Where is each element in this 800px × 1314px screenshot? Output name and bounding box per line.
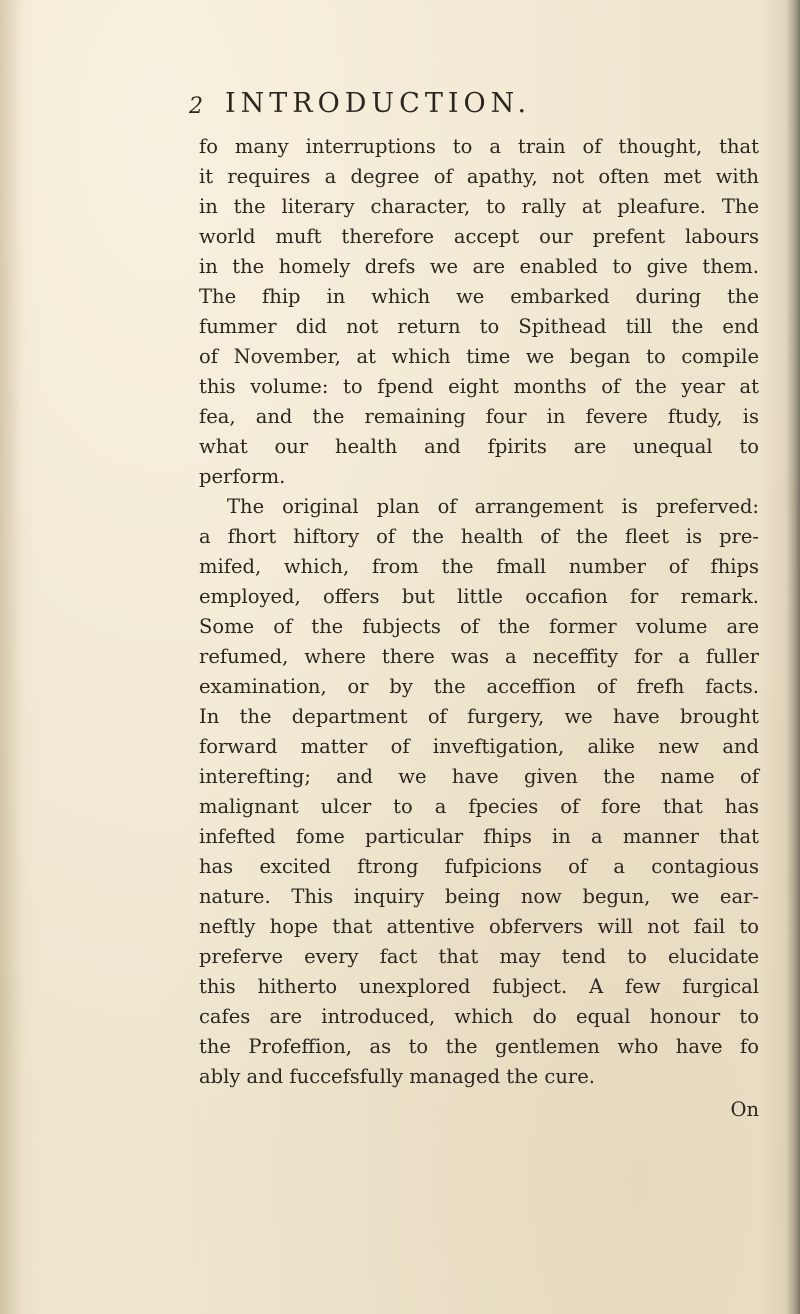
- text-line: in the literary character, to rally at pleafure. The: [199, 195, 759, 218]
- text-line: ably and fuccefsfully managed the cure.: [199, 1065, 595, 1088]
- text-line: infefted fome particular fhips in a manner that: [199, 825, 759, 848]
- text-line: the Profeffion, as to the gentlemen who have fo: [199, 1035, 759, 1058]
- text-line: perform.: [199, 465, 286, 488]
- text-line: a fhort hiftory of the health of the fleet is pre-: [199, 525, 759, 548]
- text-line: has excited ftrong fufpicions of a contagious: [199, 855, 759, 878]
- page-header: [189, 88, 629, 122]
- text-line: nature. This inquiry being now begun, we ear-: [199, 885, 759, 908]
- page-left-edge-shadow: [0, 0, 22, 1314]
- text-line: preferve every fact that may tend to elucidate: [199, 945, 759, 968]
- text-line: what our health and fpirits are unequal to: [199, 435, 759, 458]
- text-line: Some of the fubjects of the former volume are: [199, 615, 759, 638]
- text-line: it requires a degree of apathy, not often met with: [199, 165, 759, 188]
- text-line: in the homely drefs we are enabled to give them.: [199, 255, 759, 278]
- text-line: forward matter of inveftigation, alike new and: [199, 735, 759, 758]
- text-line: neftly hope that attentive obfervers will not fail to: [199, 915, 759, 938]
- text-line: malignant ulcer to a fpecies of fore that has: [199, 795, 759, 818]
- text-line: fo many interruptions to a train of thought, that: [199, 135, 759, 158]
- page-number: 2: [189, 94, 203, 119]
- text-line: this hitherto unexplored fubject. A few furgical: [199, 975, 759, 998]
- text-line: The fhip in which we embarked during the: [199, 285, 759, 308]
- text-line: mifed, which, from the fmall number of fhips: [199, 555, 759, 578]
- body-text: [199, 132, 759, 1121]
- page-right-edge-shadow: [786, 0, 800, 1314]
- text-line: In the department of furgery, we have brought: [199, 705, 759, 728]
- text-line: world muft therefore accept our prefent labours: [199, 225, 759, 248]
- text-line: cafes are introduced, which do equal honour to: [199, 1005, 759, 1028]
- text-line: fummer did not return to Spithead till the end: [199, 315, 759, 338]
- text-line: fea, and the remaining four in fevere ftudy, is: [199, 405, 759, 428]
- running-title: INTRODUCTION.: [225, 88, 532, 119]
- text-line: interefting; and we have given the name of: [199, 765, 759, 788]
- catchword: On: [730, 1098, 759, 1121]
- text-line: of November, at which time we began to compile: [199, 345, 759, 368]
- text-line: refumed, where there was a neceffity for a fuller: [199, 645, 759, 668]
- paragraph-start-line: The original plan of arrangement is preferved:: [227, 495, 759, 518]
- text-line: examination, or by the acceffion of frefh facts.: [199, 675, 759, 698]
- text-line: this volume: to fpend eight months of the year at: [199, 375, 759, 398]
- text-line: employed, offers but little occafion for remark.: [199, 585, 759, 608]
